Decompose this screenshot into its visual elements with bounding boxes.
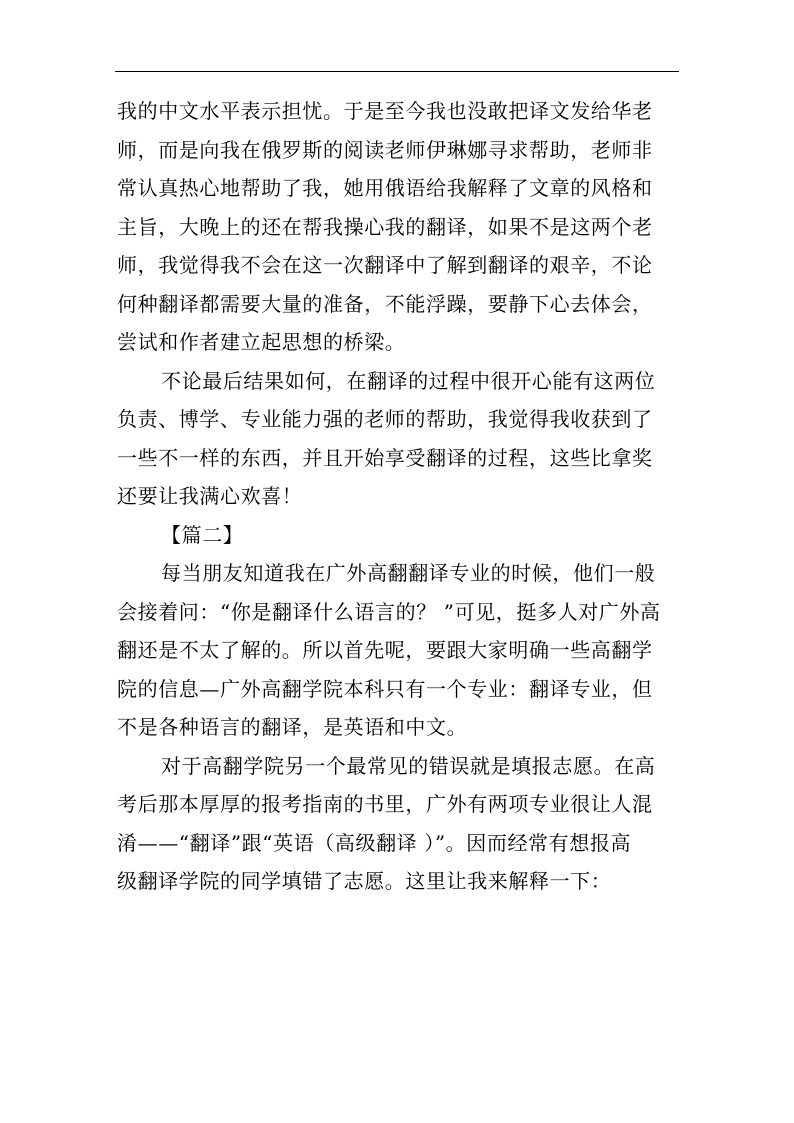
header-rule <box>115 71 679 72</box>
text-line: 级翻译学院的同学填错了志愿。这里让我来解释一下： <box>117 869 612 893</box>
text-line: 何种翻译都需要大量的准备，不能浮躁，要静下心去体会， <box>117 291 653 316</box>
text-line: 不是各种语言的翻译，是英语和中文。 <box>117 715 468 739</box>
text-line: 尝试和作者建立起思想的桥梁。 <box>117 330 406 354</box>
text-line: 主旨，大晚上的还在帮我操心我的翻译，如果不是这两个老 <box>117 214 653 239</box>
text-line: 翻还是不太了解的。所以首先呢，要跟大家明确一些高翻学 <box>117 638 653 662</box>
paragraph-start-line: 不论最后结果如何，在翻译的过程中很开心能有这两位 <box>161 368 656 393</box>
document-body <box>117 92 679 901</box>
text-line: 师，而是向我在俄罗斯的阅读老师伊琳娜寻求帮助，老师非 <box>117 137 653 162</box>
text-line: 院的信息—广外高翻学院本科只有一个专业：翻译专业，但 <box>117 676 653 701</box>
paragraph-start-line: 每当朋友知道我在广外高翻翻译专业的时候，他们一般 <box>161 561 656 585</box>
text-line: 会接着问：“你是翻译什么语言的？ ”可见，挺多人对广外高 <box>117 599 661 624</box>
text-line: 我的中文水平表示担忧。于是至今我也没敢把译文发给华老 <box>117 99 653 123</box>
text-line: 常认真热心地帮助了我，她用俄语给我解释了文章的风格和 <box>117 176 653 200</box>
text-line: 师，我觉得我不会在这一次翻译中了解到翻译的艰辛，不论 <box>117 253 653 277</box>
text-line: 负责、博学、专业能力强的老师的帮助，我觉得我收获到了 <box>117 407 653 431</box>
text-line: 考后那本厚厚的报考指南的书里，广外有两项专业很让人混 <box>117 792 653 816</box>
section-heading: 【篇二】 <box>161 522 244 547</box>
text-line: 淆——“翻译”跟“英语（高级翻译 ）”。因而经常有想报高 <box>117 830 632 855</box>
paragraph-start-line: 对于高翻学院另一个最常见的错误就是填报志愿。在高 <box>161 753 656 778</box>
text-line: 一些不一样的东西，并且开始享受翻译的过程，这些比拿奖 <box>117 445 653 470</box>
text-line: 还要让我满心欢喜！ <box>117 484 303 508</box>
